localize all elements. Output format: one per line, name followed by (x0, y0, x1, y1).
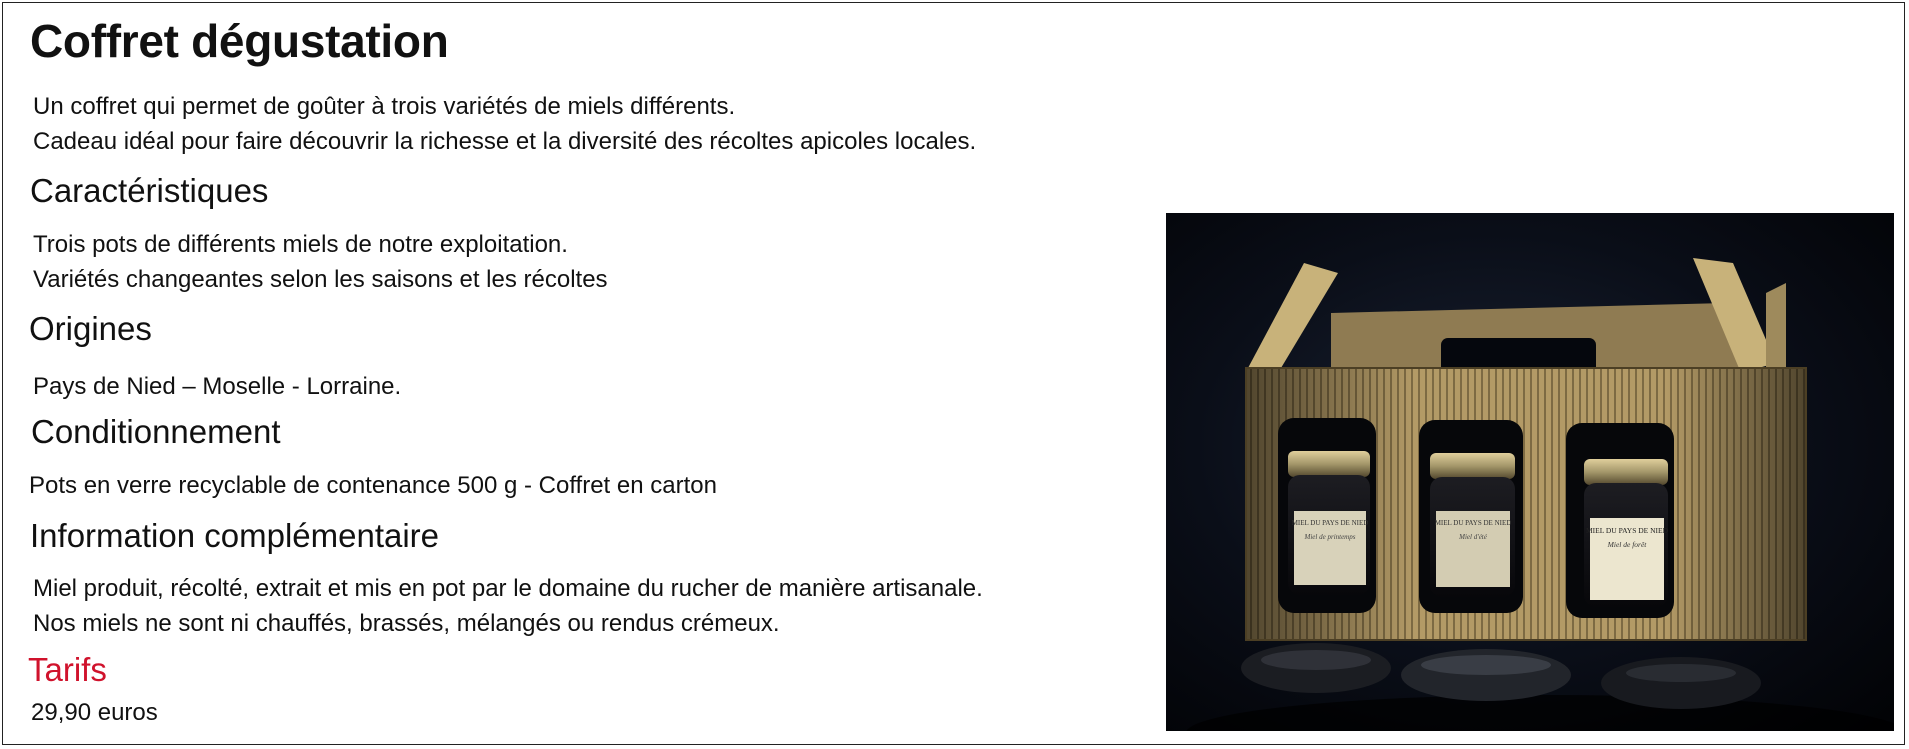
gift-box-illustration (1166, 213, 1894, 731)
heading-tarifs: Tarifs (28, 651, 107, 688)
intro-line-2: Cadeau idéal pour faire découvrir la richesse et la diversité des récoltes apicoles locales. (33, 128, 977, 155)
svg-text:MIEL DU PAYS DE NIED: MIEL DU PAYS DE NIED (1291, 519, 1369, 527)
intro-line-1: Un coffret qui permet de goûter à trois variétés de miels différents. (33, 93, 736, 120)
heading-conditionnement: Conditionnement (31, 413, 281, 450)
heading-caracteristiques: Caractéristiques (30, 172, 269, 209)
heading-origines: Origines (29, 310, 152, 347)
information-line-2: Nos miels ne sont ni chauffés, brassés, mélangés ou rendus crémeux. (33, 610, 780, 637)
tarifs-price: 29,90 euros (31, 699, 158, 726)
product-photo (1166, 213, 1894, 731)
information-line-1: Miel produit, récolté, extrait et mis en pot par le domaine du rucher de manière artisanale. (33, 575, 983, 602)
page-title: Coffret dégustation (30, 15, 449, 67)
origines-text: Pays de Nied – Moselle - Lorraine. (33, 373, 402, 400)
caracteristiques-line-2: Variétés changeantes selon les saisons et les récoltes (33, 266, 608, 293)
caracteristiques-line-1: Trois pots de différents miels de notre exploitation. (33, 231, 568, 258)
svg-text:Miel de printemps: Miel de printemps (1304, 533, 1356, 541)
svg-text:Miel d'été: Miel d'été (1459, 533, 1487, 541)
svg-text:MIEL DU PAYS DE NIED: MIEL DU PAYS DE NIED (1434, 519, 1512, 527)
svg-text:MIEL DU PAYS DE NIED: MIEL DU PAYS DE NIED (1585, 526, 1669, 535)
heading-information: Information complémentaire (30, 517, 440, 554)
conditionnement-text: Pots en verre recyclable de contenance 500 g - Coffret en carton (29, 472, 717, 499)
svg-text:Miel de forêt: Miel de forêt (1607, 540, 1647, 549)
